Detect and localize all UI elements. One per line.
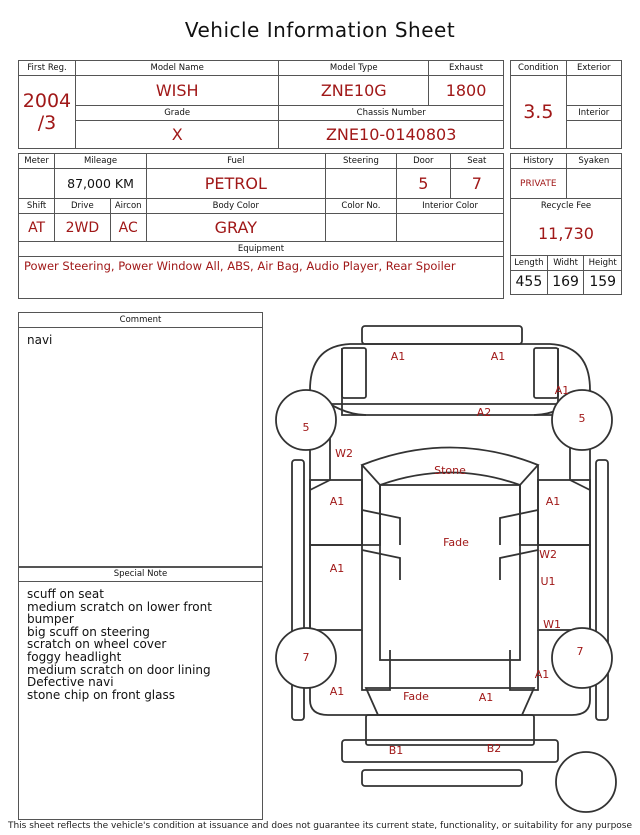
mark-rear-fender-right: W1 (543, 618, 561, 631)
special-note-item: medium scratch on lower front bumper (27, 599, 212, 627)
mark-wheel-rr: 7 (576, 645, 584, 658)
grade-label: Grade (75, 106, 278, 121)
mark-hood: A2 (476, 406, 492, 419)
first-reg-year: 2004 (22, 90, 72, 112)
interior-color-value (397, 214, 504, 242)
height-value: 159 (584, 270, 622, 294)
front-bumper-part (362, 326, 522, 344)
special-note-item: scratch on wheel cover (27, 637, 167, 652)
model-name-value: WISH (75, 76, 278, 106)
seat-value: 7 (450, 169, 503, 199)
mark-rear-quarter-left: A1 (329, 685, 345, 698)
width-label: Widht (547, 255, 584, 270)
condition-label: Condition (511, 61, 567, 76)
door-label: Door (397, 154, 450, 169)
aircon-label: Aircon (110, 199, 146, 214)
aircon-value: AC (110, 214, 146, 242)
mark-door-rr-1: W2 (539, 548, 557, 561)
mark-door-rr-2: U1 (540, 575, 556, 588)
model-type-value: ZNE10G (279, 76, 429, 106)
rear-left-door-part (310, 545, 362, 630)
exterior-value (566, 76, 621, 106)
special-note-box (18, 566, 263, 820)
rear-glass-part (366, 688, 534, 715)
drive-label: Drive (55, 199, 110, 214)
sheet-title: Vehicle Information Sheet (184, 18, 456, 42)
mark-wheel-fr: 5 (578, 412, 586, 425)
mark-rear-glass: Fade (403, 690, 429, 703)
length-label: Length (511, 255, 548, 270)
disclaimer-footer: This sheet reflects the vehicle's condition at issuance and does not guarantee its current state, functionality, or suitability for any purpose (7, 821, 633, 831)
mark-front-bumper-left: A1 (390, 350, 406, 363)
front-right-door-part (538, 480, 590, 545)
chassis-value: ZNE10-0140803 (279, 121, 504, 149)
mark-door-fl: A1 (329, 495, 345, 508)
width-value: 169 (547, 270, 584, 294)
steering-label: Steering (325, 154, 396, 169)
height-label: Height (584, 255, 622, 270)
equipment-value: Power Steering, Power Window All, ABS, Air Bag, Audio Player, Rear Spoiler (19, 257, 504, 299)
first-reg-value (19, 76, 76, 149)
car-damage-diagram (270, 320, 630, 820)
syaken-label: Syaken (566, 154, 621, 169)
mark-trunk: A1 (478, 691, 494, 704)
front-left-door-part (310, 480, 362, 545)
mark-front-bumper-right: A1 (490, 350, 506, 363)
recycle-fee-label: Recycle Fee (511, 199, 622, 214)
special-note-item: scuff on seat (27, 587, 104, 601)
seat-label: Seat (450, 154, 503, 169)
door-value: 5 (397, 169, 450, 199)
mark-rear-bumper-left: B1 (388, 744, 404, 757)
first-reg-month: /3 (37, 112, 57, 134)
hood-part (342, 348, 558, 415)
mark-door-rl: A1 (329, 562, 345, 575)
special-note-item: foggy headlight (27, 649, 122, 664)
fuel-value: PETROL (146, 169, 325, 199)
mark-wheel-rl: 7 (302, 651, 310, 664)
mark-windshield: Stone (434, 464, 466, 477)
wheel-front-left (276, 390, 336, 450)
recycle-fee-value: 11,730 (511, 213, 622, 255)
special-note-item: medium scratch on door lining (27, 662, 211, 677)
color-no-value (325, 214, 396, 242)
vehicle-info-table (18, 60, 504, 149)
steering-value (325, 169, 396, 199)
comment-box (18, 312, 263, 568)
body-color-value: GRAY (146, 214, 325, 242)
equipment-label: Equipment (19, 242, 504, 257)
history-value: PRIVATE (511, 169, 567, 199)
history-label: History (511, 154, 567, 169)
mark-front-fender-right: A1 (554, 384, 570, 397)
meter-label: Meter (19, 154, 55, 169)
shift-value: AT (19, 214, 55, 242)
special-note-label: Special Note (19, 567, 262, 582)
syaken-value (566, 169, 621, 199)
special-note-item: Defective navi (27, 675, 114, 690)
first-reg-label: First Reg. (19, 61, 76, 76)
body-color-label: Body Color (146, 199, 325, 214)
comment-label: Comment (19, 313, 262, 328)
grade-value: X (75, 121, 278, 149)
vehicle-details-table (18, 153, 504, 299)
interior-value (566, 121, 621, 149)
exhaust-label: Exhaust (429, 61, 504, 76)
history-table (510, 153, 622, 295)
mark-roof: Fade (443, 536, 469, 549)
exhaust-value: 1800 (429, 76, 504, 106)
drive-value: 2WD (55, 214, 110, 242)
shift-label: Shift (19, 199, 55, 214)
mileage-value: 87,000 KM (55, 169, 147, 199)
meter-value (19, 169, 55, 199)
chassis-label: Chassis Number (279, 106, 504, 121)
color-no-label: Color No. (325, 199, 396, 214)
interior-label: Interior (566, 106, 621, 121)
model-name-label: Model Name (75, 61, 278, 76)
spare-wheel (556, 752, 616, 812)
condition-value: 3.5 (511, 76, 567, 149)
special-note-item: stone chip on front glass (27, 687, 176, 702)
mark-door-fr: A1 (545, 495, 561, 508)
mark-rear-quarter-right: A1 (534, 668, 550, 681)
length-value: 455 (511, 270, 548, 294)
mileage-label: Mileage (55, 154, 147, 169)
roof-part (380, 485, 520, 660)
fuel-label: Fuel (146, 154, 325, 169)
mark-rear-bumper-right: B2 (486, 742, 502, 755)
model-type-label: Model Type (279, 61, 429, 76)
exterior-label: Exterior (566, 61, 621, 76)
mark-fender-left: W2 (335, 447, 353, 460)
interior-color-label: Interior Color (397, 199, 504, 214)
mark-wheel-fl: 5 (302, 421, 310, 434)
special-note-list (19, 582, 262, 707)
front-end-part (310, 344, 590, 404)
special-note-item: big scuff on steering (27, 624, 150, 639)
condition-table (510, 60, 622, 149)
rear-bumper-part (342, 740, 558, 762)
wheel-rear-right (552, 628, 612, 688)
comment-text: navi (27, 333, 53, 347)
